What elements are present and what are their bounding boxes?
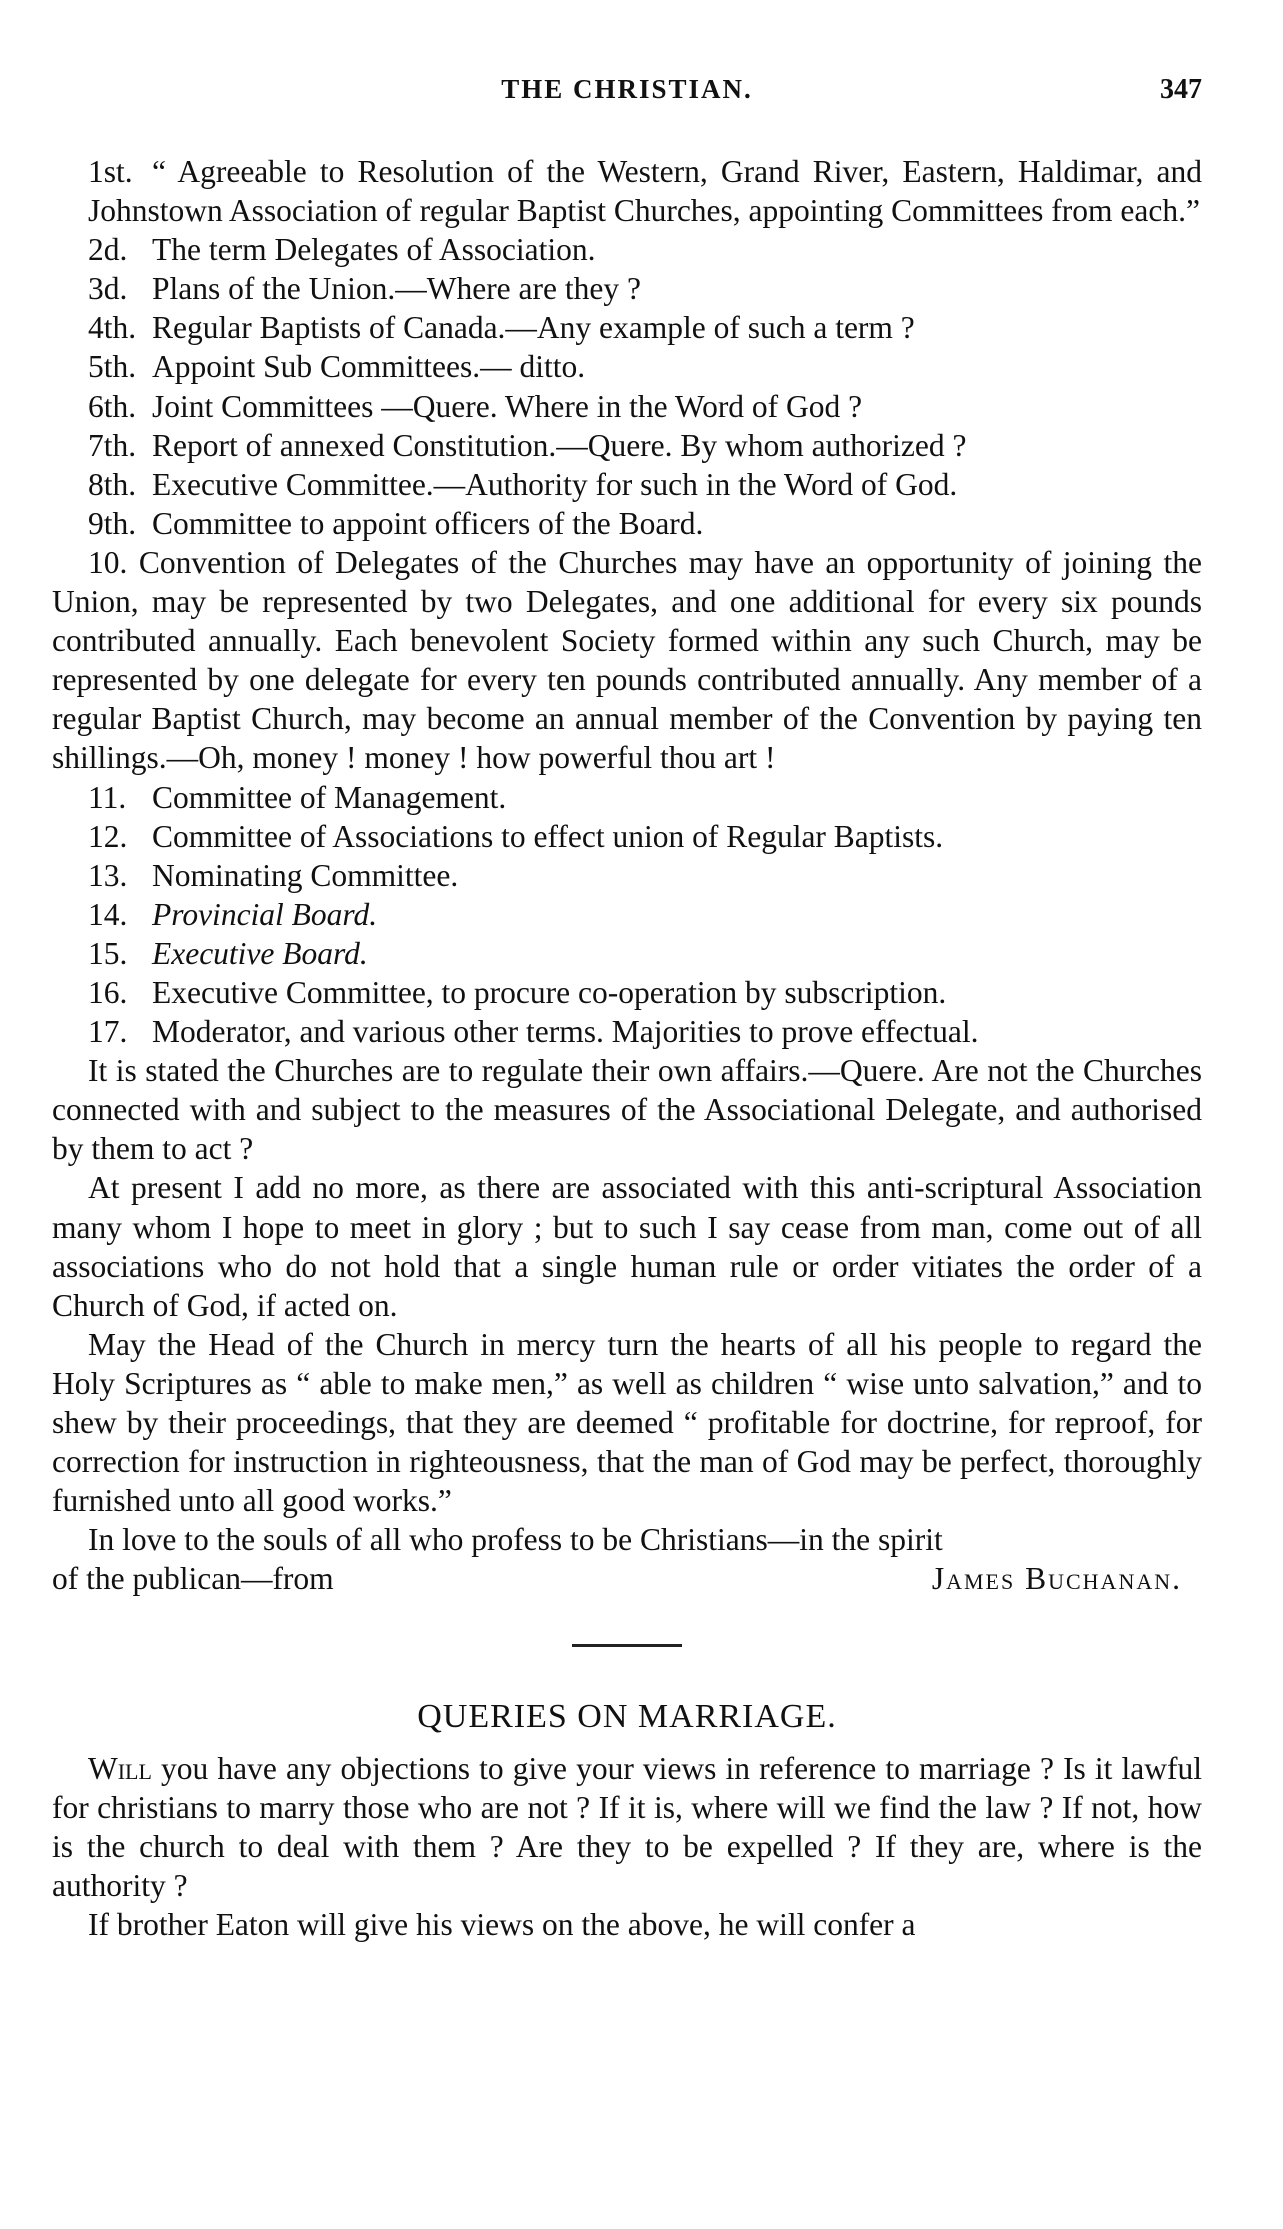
paragraph-present: At present I add no more, as there are associated with this anti-scriptural Association many whom I hope to meet in glory ; but to such I say cease from man, come out of all associations who do not hold that a single human rule or order vitiates the order of a Church of God, if acted on. (52, 1170, 1202, 1323)
item-text: “ Agreeable to Resolution of the Western, Grand River, Eastern, Haldimar, and Johnstown Association of regular Baptist Churches, appointing Committees from each.” (88, 154, 1202, 229)
item-number: 5th. (88, 349, 137, 385)
item-number: 11. (88, 779, 127, 815)
item-number: 17. (88, 1014, 128, 1050)
item-number: 6th. (88, 388, 137, 424)
list-item (52, 973, 1202, 1012)
list-item (52, 269, 1202, 308)
list-item (52, 504, 1202, 543)
list-item (52, 543, 1202, 778)
item-text: Plans of the Union.—Where are they ? (152, 271, 641, 307)
list-item (52, 778, 1202, 817)
list-item (52, 1012, 1202, 1051)
item-text: Report of annexed Constitution.—Quere. By whom authorized ? (152, 427, 967, 463)
list-item (52, 856, 1202, 895)
item-number: 12. (88, 818, 128, 854)
page-header (52, 74, 1202, 114)
item-number: 14. (88, 896, 128, 932)
section-divider (572, 1644, 682, 1647)
list-item (52, 308, 1202, 347)
item-number: 10. (88, 544, 128, 580)
paragraph-head-of-church: May the Head of the Church in mercy turn the hearts of all his people to regard the Holy Scriptures as “ able to make men,” as well as children “ wise unto salvation,” and to shew by their proceedings, that they are deemed “ profitable for doctrine, for reproof, for correction for instruction in righteousness, that the man of God may be perfect, thoroughly furnished unto all good works.” (52, 1326, 1202, 1519)
item-text: Executive Board. (152, 935, 368, 971)
signature-line (52, 1559, 1202, 1598)
list-item (52, 426, 1202, 465)
item-number: 1st. (88, 154, 133, 189)
list-item (52, 387, 1202, 426)
signature: James Buchanan. (931, 1561, 1182, 1597)
item-text: Committee to appoint officers of the Board. (152, 505, 704, 541)
item-text: Nominating Committee. (152, 857, 459, 893)
item-number: 13. (88, 857, 128, 893)
closing-text: of the publican—from (52, 1561, 334, 1597)
list-item (52, 347, 1202, 386)
item-number: 16. (88, 974, 128, 1010)
item-text: Provincial Board. (152, 896, 378, 932)
drop-word: Will (88, 1750, 152, 1786)
item-text: Appoint Sub Committees.— ditto. (152, 349, 586, 385)
section-title: QUERIES ON MARRIAGE. (417, 1698, 837, 1736)
item-number: 4th. (88, 310, 137, 346)
item-text: Committee of Associations to effect union of Regular Baptists. (152, 818, 944, 854)
list-item (52, 230, 1202, 269)
item-number: 15. (88, 935, 128, 971)
list-item (52, 465, 1202, 504)
item-number: 7th. (88, 427, 137, 463)
paragraph-queries (52, 1749, 1202, 1905)
item-text: Regular Baptists of Canada.—Any example of such a term ? (152, 310, 915, 346)
item-text: Committee of Management. (152, 779, 507, 815)
item-text: Joint Committees —Quere. Where in the Word of God ? (152, 388, 863, 424)
item-number: 2d. (88, 232, 128, 268)
paragraph-eaton: If brother Eaton will give his views on the above, he will confer a (88, 1906, 916, 1942)
list-item (52, 817, 1202, 856)
list-item (52, 152, 1202, 230)
list-item (52, 934, 1202, 973)
item-text: Convention of Delegates of the Churches may have an opportunity of joining the Union, may be represented by two Delegates, and one additional for every six pounds contributed annually. Each benevolent Society formed within any such Church, may be represented by one delegate for every ten pounds contributed annually. Any member of a regular Baptist Church, may become an annual member of the Convention by paying ten shillings.—Oh, money ! money ! how powerful thou art ! (52, 544, 1203, 776)
item-text: Executive Committee, to procure co-operation by subscription. (152, 974, 947, 1010)
item-number: 3d. (88, 271, 128, 307)
paragraph-in-love: In love to the souls of all who profess to be Christians—in the spirit (88, 1522, 943, 1558)
paragraph-queries-text: you have any objections to give your views in reference to marriage ? Is it lawful for christians to marry those who are not ? If it is, where will we find the law ? If not, how is the church to deal with them ? Are they to be expelled ? If they are, where is the authority ? (52, 1750, 1202, 1903)
item-text: The term Delegates of Association. (152, 232, 596, 268)
item-number: 9th. (88, 505, 137, 541)
running-title: THE CHRISTIAN. (501, 74, 753, 104)
item-text: Moderator, and various other terms. Majorities to prove effectual. (152, 1014, 979, 1050)
item-number: 8th. (88, 466, 137, 502)
list-item (52, 895, 1202, 934)
paragraph-churches: It is stated the Churches are to regulate their own affairs.—Quere. Are not the Churches connected with and subject to the measures of the Associational Delegate, and authorised by them to act ? (52, 1053, 1202, 1167)
page-number: 347 (1160, 74, 1202, 105)
page-body (52, 152, 1202, 1944)
item-text: Executive Committee.—Authority for such in the Word of God. (152, 466, 958, 502)
